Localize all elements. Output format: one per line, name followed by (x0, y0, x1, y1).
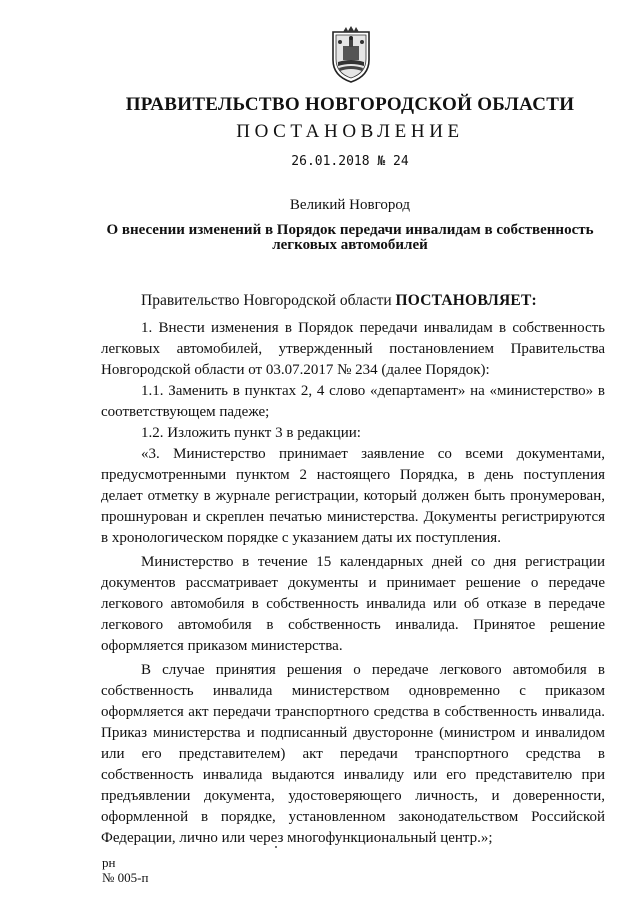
body-line: в хронологическом порядке с указанием даты их поступления. (101, 530, 501, 546)
government-name: ПРАВИТЕЛЬСТВО НОВГОРОДСКОЙ ОБЛАСТИ (125, 94, 575, 115)
body-line: В случае принятия решения о передаче легкового автомобиля в (141, 662, 605, 678)
body-line: прошнурован и скреплен печатью министерства. Документы регистрируются (101, 509, 605, 525)
body-line: оформляется приказом министерства. (101, 638, 343, 654)
body-line: Приказ министерства и подписанный двусторонне (министром и инвалидом (101, 725, 605, 741)
document-type: ПОСТАНОВЛЕНИЕ (236, 121, 464, 142)
body-line: 1.2. Изложить пункт 3 в редакции: (141, 425, 361, 441)
body-line: делает отметку в журнале регистрации, который должен быть пронумерован, (101, 488, 605, 504)
body-line: предъявлении документа, удостоверяющего личность, и доверенности, (101, 788, 605, 804)
decree-keyword: ПОСТАНОВЛЯЕТ: (395, 292, 537, 309)
subject-line: легковых автомобилей (272, 237, 428, 253)
city-name: Великий Новгород (289, 197, 411, 213)
body-line: документов рассматривает документы и принимает решение о передаче (101, 575, 605, 591)
body-line: легкового автомобиля в собственность инвалида или об отказе в передаче (101, 596, 605, 612)
subject-line: О внесении изменений в Порядок передачи инвалидам в собственность (106, 222, 594, 238)
body-line: Министерство в течение 15 календарных дней со дня регистрации (141, 554, 605, 570)
body-line: собственность инвалида выдаются инвалиду или его представителю при (101, 767, 605, 783)
body-line: Новгородской области от 03.07.2017 № 234 (далее Порядок): (101, 362, 490, 378)
coat-of-arms-emblem (329, 26, 373, 84)
body-line: или его представителем) акт передачи транспортного средства в (101, 746, 605, 762)
decree-lead (141, 290, 537, 311)
body-line: легковых автомобилей, утвержденный постановлением Правительства (101, 341, 605, 357)
body-line: 1. Внести изменения в Порядок передачи инвалидам в собственность (141, 320, 605, 336)
footer-initials: рн (102, 855, 116, 870)
body-line: предусмотренными пунктом 2 настоящего Порядка, в день поступления (101, 467, 605, 483)
body-line: «3. Министерство принимает заявление со всеми документами, (141, 446, 605, 462)
form-footer (102, 855, 148, 885)
body-line: Федерации, лично или через многофункциональный центр.»; (101, 830, 493, 846)
body-line: легкового автомобиля в собственность инвалида. Принятое решение (101, 617, 605, 633)
body-line: оформляется акт передачи транспортного средства в собственность инвалида. (101, 704, 605, 720)
decree-lead-text: Правительство Новгородской области (141, 292, 396, 309)
body-line: оформленной в порядке, установленном законодательством Российской (101, 809, 605, 825)
scan-mark (275, 846, 277, 848)
body-line: 1.1. Заменить в пунктах 2, 4 слово «департамент» на «министерство» в (141, 383, 605, 399)
document-subject (100, 223, 600, 253)
body-line: соответствующем падеже; (101, 404, 270, 420)
date-and-number: 26.01.2018 № 24 (291, 154, 409, 169)
body-line: собственность инвалида министерством одновременно с приказом (101, 683, 605, 699)
footer-form-code: № 005-п (102, 870, 149, 885)
